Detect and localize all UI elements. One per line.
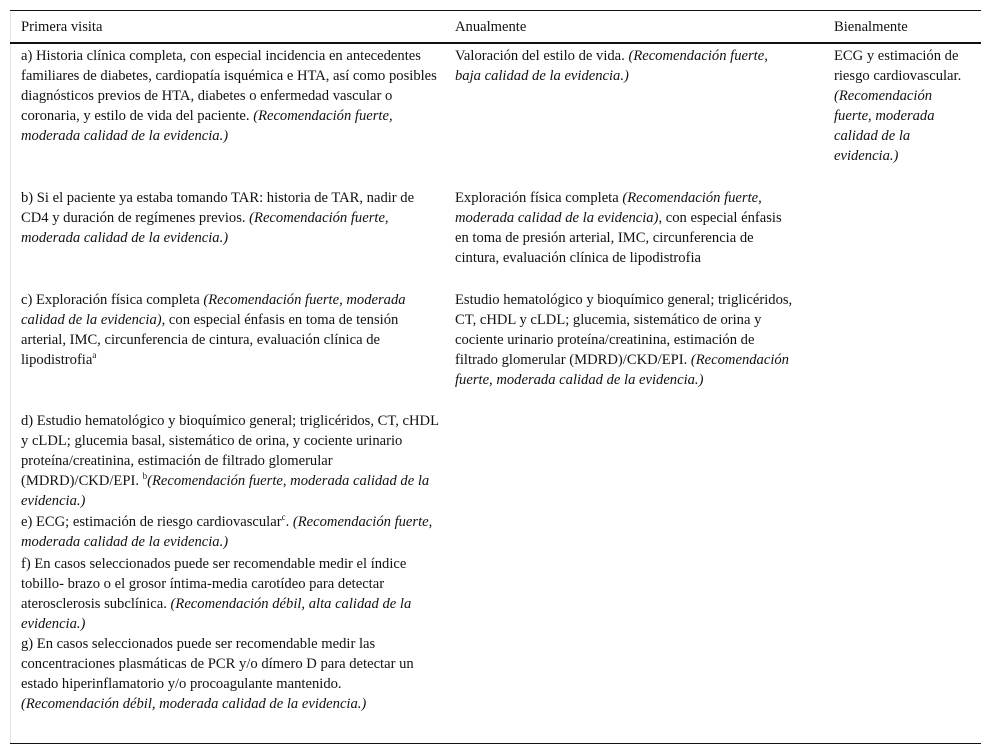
header-anualmente: Anualmente <box>455 19 527 35</box>
header-bienalmente: Bienalmente <box>834 19 908 35</box>
recommendation-grade: (Recomendación fuerte, moderada calidad de la evidencia.) <box>455 352 789 388</box>
recommendation-grade: (Recomendación fuerte, moderada calidad de la evidencia.) <box>834 88 935 164</box>
recommendation-grade: (Recomendación débil, alta calidad de la evidencia.) <box>21 596 412 632</box>
anualmente-item-1 <box>455 46 797 86</box>
footnote-marker: c <box>281 512 286 522</box>
footnote-marker: b <box>142 471 148 481</box>
recommendation-grade: (Recomendación fuerte, moderada calidad de la evidencia.) <box>21 514 433 550</box>
cell-text: Estudio hematológico y bioquímico general; triglicéridos, CT, cHDL y cLDL; glucemia, sistemático de orina y cociente urinario proteína/creatinina, estimación de filtrado glomerular (MDRD)/CKD/EPI. <box>455 292 793 368</box>
primera-visita-item-e <box>21 512 441 552</box>
primera-visita-item-g <box>21 634 441 714</box>
cell-text: e) ECG; estimación de riesgo cardiovascular <box>21 514 282 530</box>
recommendation-grade: (Recomendación fuerte, moderada calidad de la evidencia.) <box>21 210 389 246</box>
cell-text: g) En casos seleccionados puede ser recomendable medir las concentraciones plasmáticas de PCR y/o dímero D para detectar un estado hiperinflamatorio y/o procoagulante mantenido. <box>21 636 414 692</box>
cell-text: , con especial énfasis en toma de presión arterial, IMC, circunferencia de cintura, evaluación clínica de lipodistrofia <box>455 210 782 266</box>
bienalmente-item-1 <box>834 46 966 166</box>
footnote-marker: a <box>92 350 97 360</box>
header-bottom-rule <box>10 42 981 44</box>
primera-visita-item-c <box>21 290 441 370</box>
recommendation-grade: (Recomendación fuerte, moderada calidad de la evidencia) <box>21 292 406 328</box>
cell-text: , con especial énfasis en toma de tensión arterial, IMC, circunferencia de cintura, evaluación clínica de lipodistrofia <box>21 312 399 368</box>
anualmente-item-3 <box>455 290 797 390</box>
cell-text: Valoración del estilo de vida. <box>455 48 629 64</box>
anualmente-item-2 <box>455 188 797 268</box>
cell-text: d) Estudio hematológico y bioquímico general; triglicéridos, CT, cHDL y cLDL; glucemia basal, sistemático de orina, y cociente urinario proteína/creatinina, estimación de filtrado glomerular (MDRD)/CKD/EPI. <box>21 413 439 489</box>
cell-text: Exploración física completa <box>455 190 623 206</box>
recommendation-grade: (Recomendación débil, moderada calidad de la evidencia.) <box>21 696 367 712</box>
primera-visita-item-f <box>21 554 441 634</box>
primera-visita-item-b <box>21 188 441 248</box>
table-left-border <box>10 10 11 743</box>
recommendation-grade: (Recomendación fuerte, moderada calidad de la evidencia) <box>455 190 762 226</box>
cell-text: a) Historia clínica completa, con especial incidencia en antecedentes familiares de diabetes, cardiopatía isquémica e HTA, así como posibles diagnósticos previos de HTA, diabetes o enfermedad vascular o coronaria, y estilo de vida del paciente. <box>21 48 437 124</box>
cell-text: . <box>285 514 293 530</box>
cell-text: c) Exploración física completa <box>21 292 204 308</box>
recommendation-grade: (Recomendación fuerte, moderada calidad de la evidencia.) <box>21 108 393 144</box>
cell-text: b) Si el paciente ya estaba tomando TAR: historia de TAR, nadir de CD4 y duración de regímenes previos. <box>21 190 415 226</box>
table-top-rule <box>10 10 981 11</box>
primera-visita-item-d <box>21 411 441 511</box>
recommendation-grade: (Recomendación fuerte, baja calidad de la evidencia.) <box>455 48 768 84</box>
primera-visita-item-a <box>21 46 441 146</box>
table-bottom-rule <box>10 743 981 744</box>
header-primera-visita: Primera visita <box>21 19 103 35</box>
cell-text: f) En casos seleccionados puede ser recomendable medir el índice tobillo- brazo o el grosor íntima-media carotídeo para detectar aterosclerosis subclínica. <box>21 556 407 612</box>
recommendation-grade: (Recomendación fuerte, moderada calidad de la evidencia.) <box>21 473 430 509</box>
cell-text: ECG y estimación de riesgo cardiovascular. <box>834 48 962 84</box>
